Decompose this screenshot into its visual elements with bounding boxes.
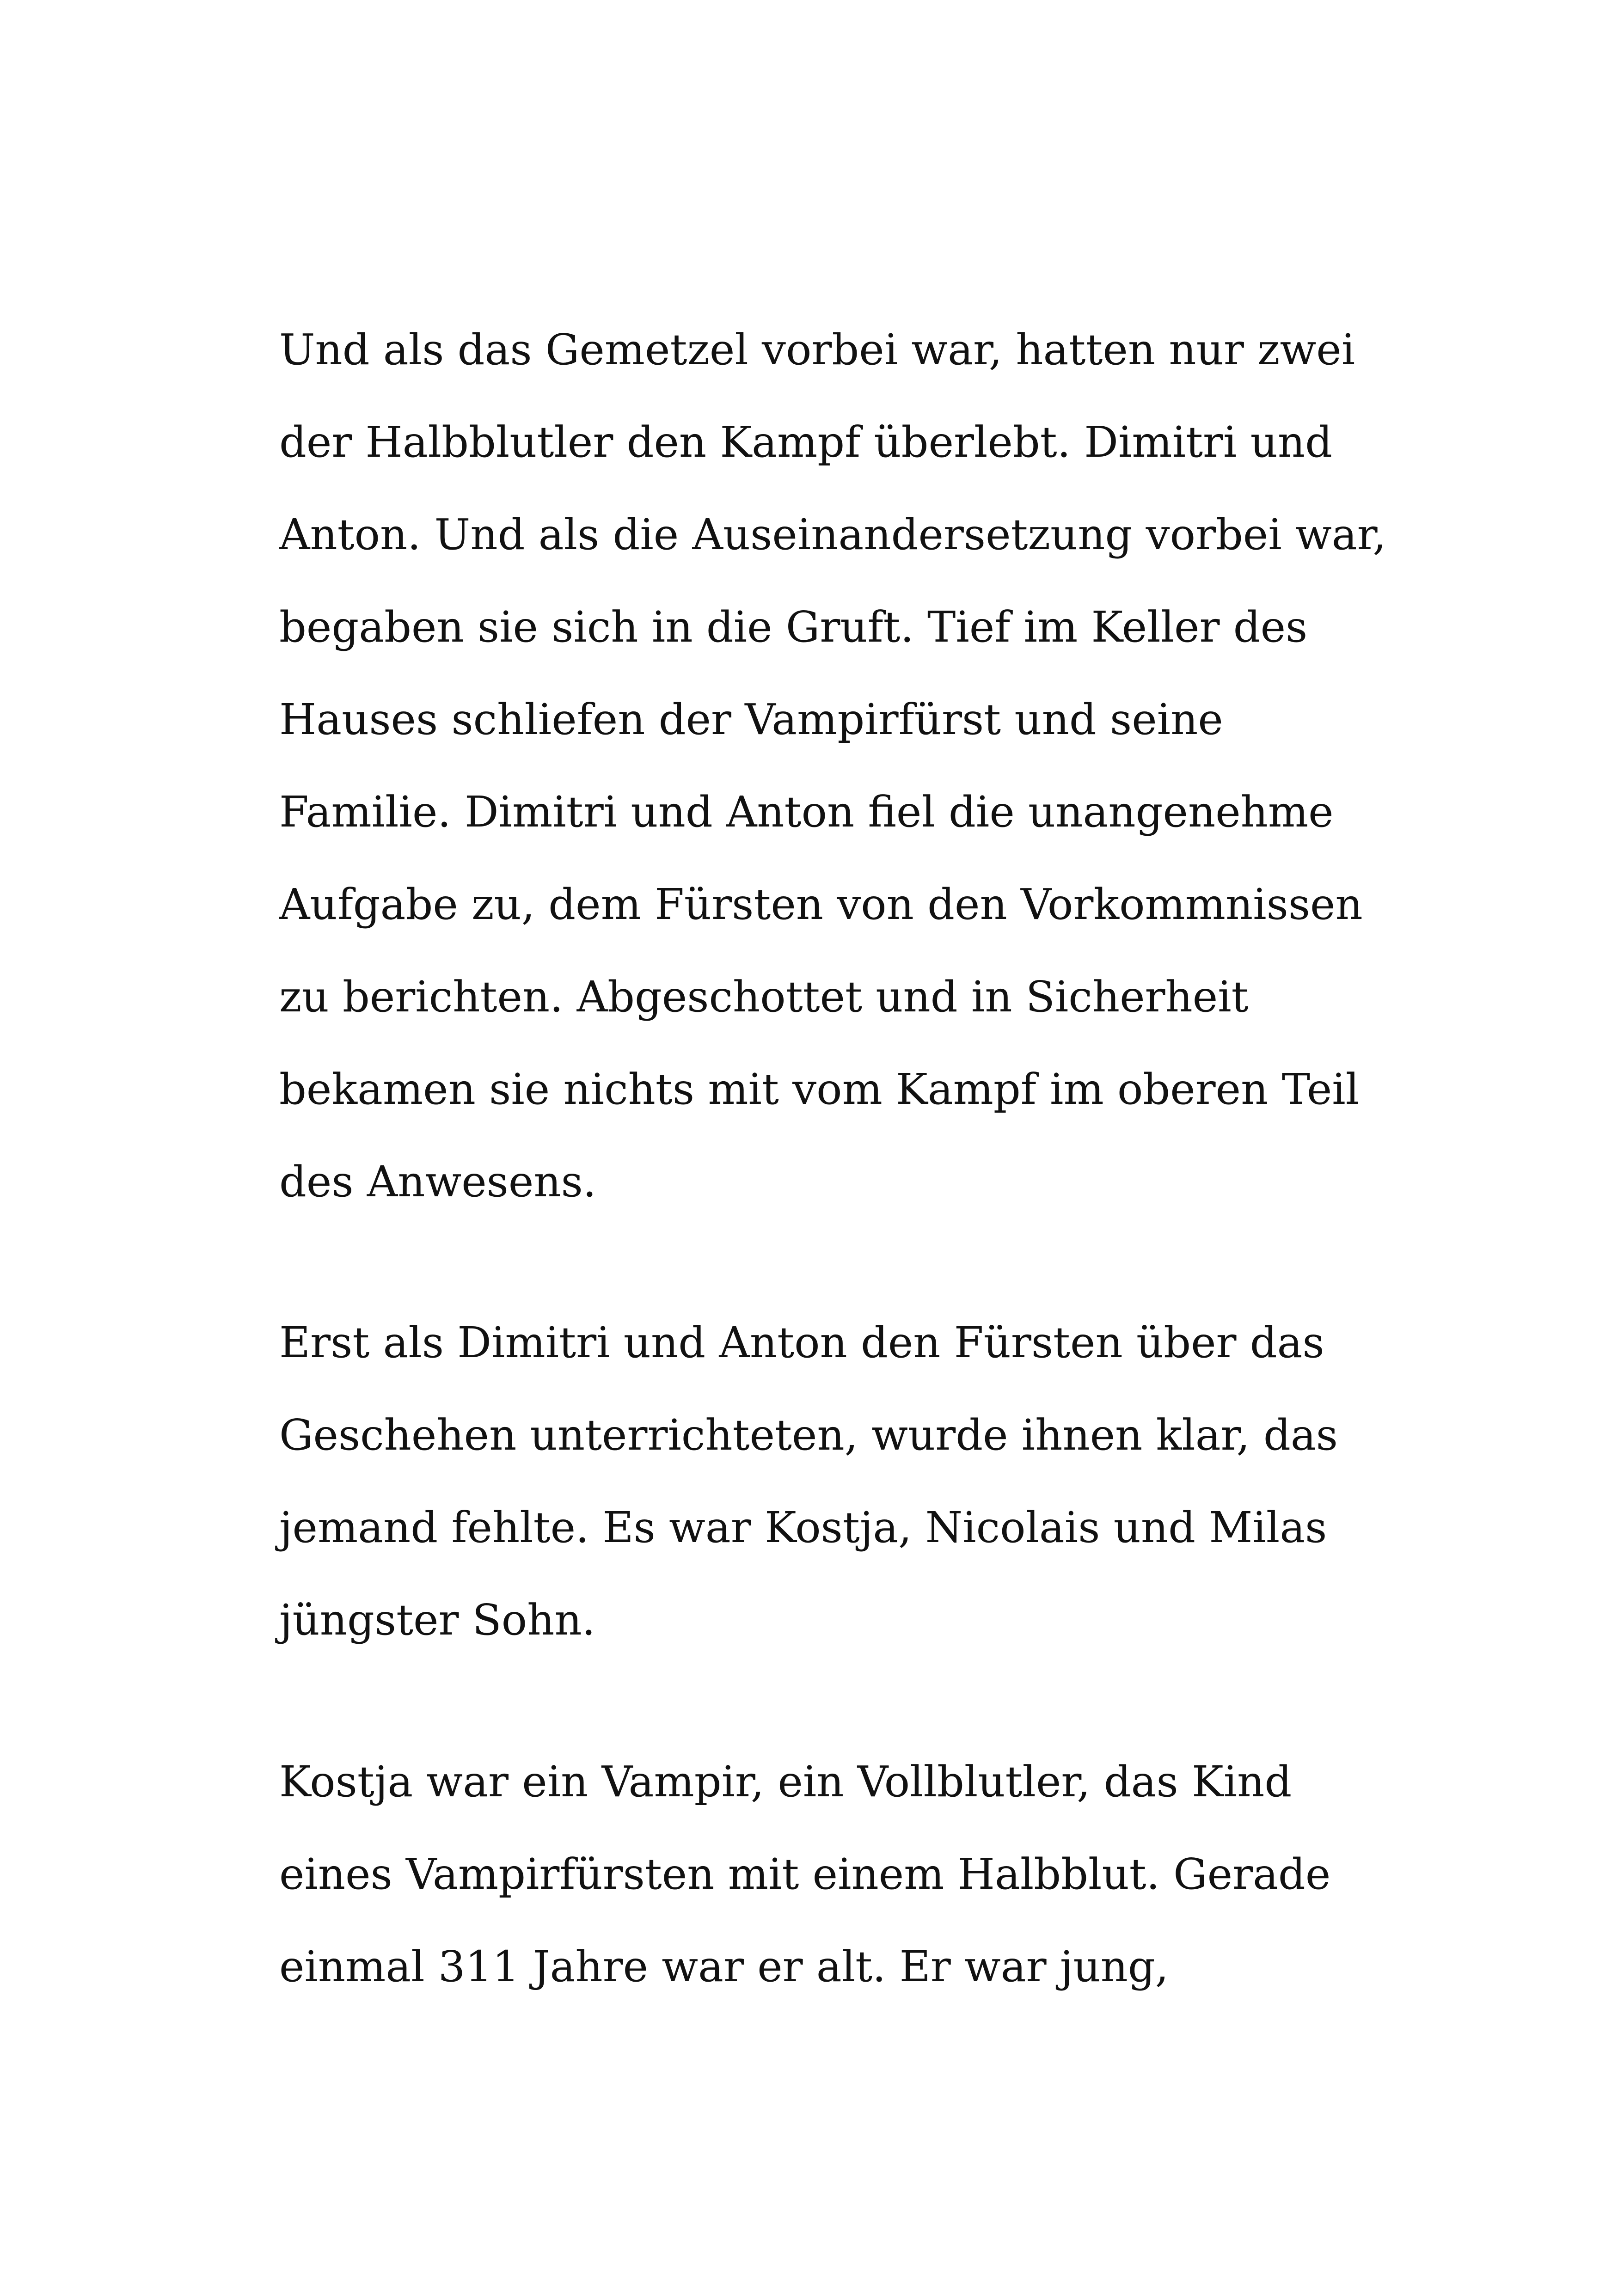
text-line: begaben sie sich in die Gruft. Tief im Keller des [279,602,1308,652]
text-line: jemand fehlte. Es war Kostja, Nicolais und Milas [279,1503,1327,1552]
text-line: Familie. Dimitri und Anton fiel die unangenehme [279,787,1334,837]
text-line: des Anwesens. [279,1157,597,1206]
text-line: Erst als Dimitri und Anton den Fürsten über das [279,1318,1324,1367]
text-line: jüngster Sohn. [279,1595,595,1645]
text-line: eines Vampirfürsten mit einem Halbblut. Gerade [279,1849,1331,1899]
text-line: Anton. Und als die Auseinandersetzung vorbei war, [279,510,1386,559]
text-line: der Halbblutler den Kampf überlebt. Dimitri und [279,417,1333,467]
text-line: einmal 311 Jahre war er alt. Er war jung, [279,1942,1169,1991]
text-line: zu berichten. Abgeschottet und in Sicherheit [279,972,1249,1022]
text-line: bekamen sie nichts mit vom Kampf im oberen Teil [279,1065,1360,1114]
text-line: Aufgabe zu, dem Fürsten von den Vorkommnissen [279,880,1363,929]
text-line: Kostja war ein Vampir, ein Vollblutler, das Kind [279,1757,1292,1806]
text-line: Und als das Gemetzel vorbei war, hatten nur zwei [279,325,1355,374]
text-line: Geschehen unterrichteten, wurde ihnen klar, das [279,1410,1338,1460]
text-line: Hauses schliefen der Vampirfürst und seine [279,695,1223,744]
